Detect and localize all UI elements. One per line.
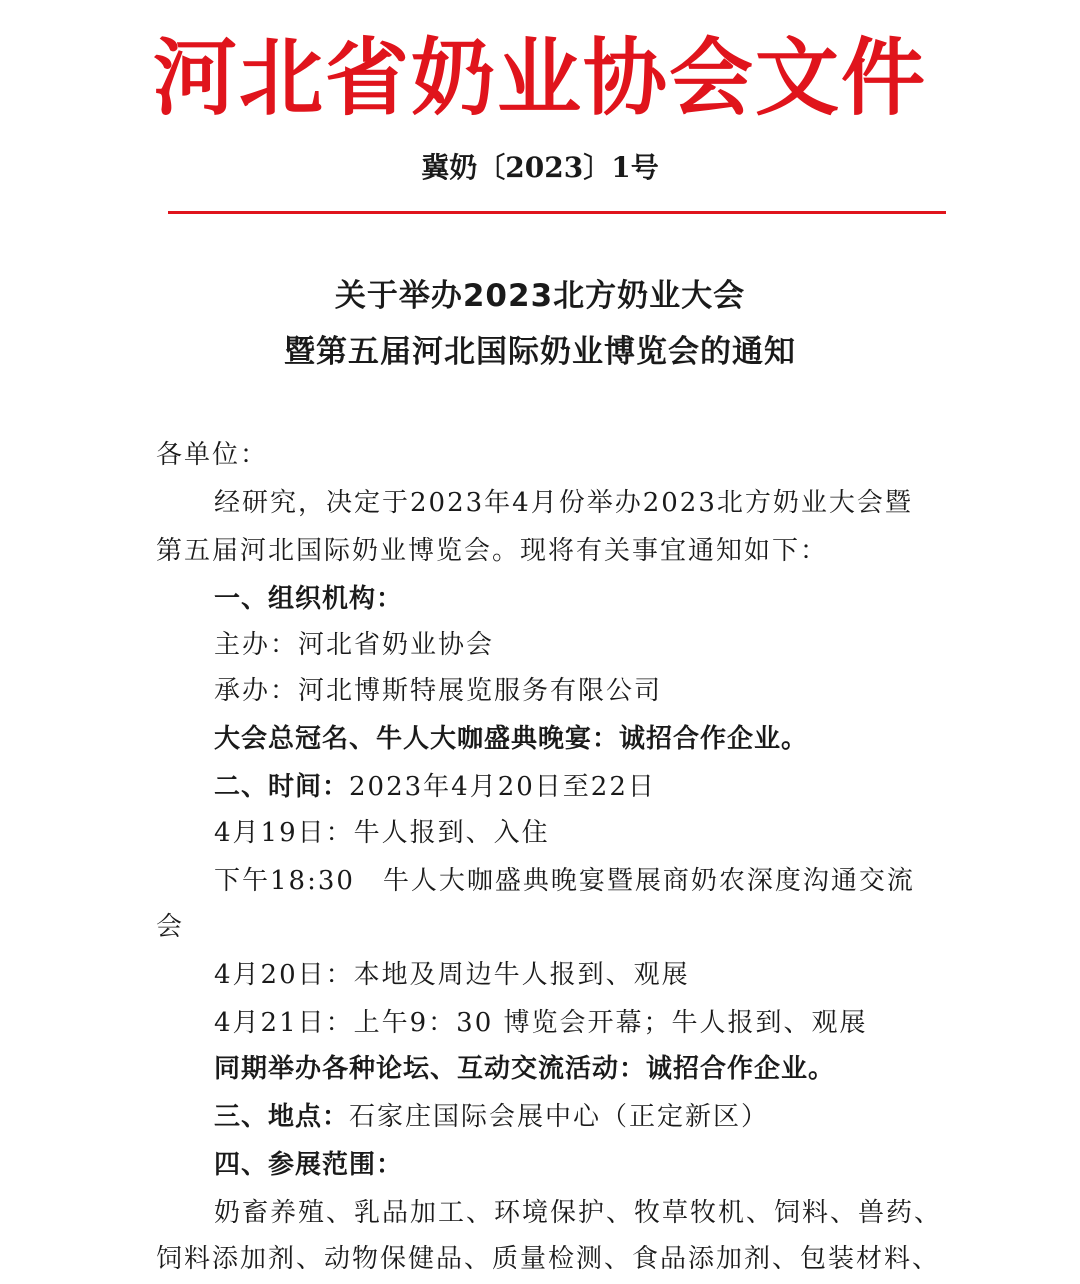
scope-line2: 饲料添加剂、动物保健品、质量检测、食品添加剂、包装材料、 xyxy=(156,1244,941,1274)
section3-value: 石家庄国际会展中心（正定新区） xyxy=(349,1102,770,1132)
sponsorship-line2: 同期举办各种论坛、互动交流活动：诚招合作企业。 xyxy=(214,1054,836,1084)
salutation: 各单位： xyxy=(156,440,269,470)
schedule-apr19: 4月19日：牛人报到、入住 xyxy=(214,818,550,848)
section3-heading: 三、地点： xyxy=(214,1102,350,1132)
section3-line xyxy=(214,1094,1014,1140)
document-header-title: 河北省奶业协会文件 xyxy=(152,29,927,127)
notice-title-line2: 暨第五届河北国际奶业博览会的通知 xyxy=(284,334,796,370)
intro-line2: 第五届河北国际奶业博览会。现将有关事宜通知如下： xyxy=(156,536,829,566)
document-number: 冀奶〔2023〕1号 xyxy=(421,151,659,184)
red-divider xyxy=(168,211,946,214)
notice-title-line1: 关于举办2023北方奶业大会 xyxy=(334,278,746,314)
schedule-apr21: 4月21日：上午9：30 博览会开幕；牛人报到、观展 xyxy=(214,1008,868,1038)
section4-heading: 四、参展范围： xyxy=(214,1150,404,1180)
intro-line1: 经研究，决定于2023年4月份举办2023北方奶业大会暨 xyxy=(214,488,913,518)
organizer-line: 承办：河北博斯特展览服务有限公司 xyxy=(214,676,663,706)
schedule-apr19-evening-line1: 下午18:30 牛人大咖盛典晚宴暨展商奶农深度沟通交流 xyxy=(214,866,915,896)
schedule-apr20: 4月20日：本地及周边牛人报到、观展 xyxy=(214,960,690,990)
host-line: 主办：河北省奶业协会 xyxy=(214,630,495,660)
schedule-apr19-evening-line2: 会 xyxy=(156,912,185,942)
scope-line1: 奶畜养殖、乳品加工、环境保护、牧草牧机、饲料、兽药、 xyxy=(214,1198,943,1228)
section2-line xyxy=(214,764,1014,810)
section1-heading: 一、组织机构： xyxy=(214,584,404,614)
section2-value: 2023年4月20日至22日 xyxy=(349,772,656,802)
sponsorship-line1: 大会总冠名、牛人大咖盛典晚宴：诚招合作企业。 xyxy=(214,724,809,754)
section2-heading: 二、时间： xyxy=(214,772,350,802)
